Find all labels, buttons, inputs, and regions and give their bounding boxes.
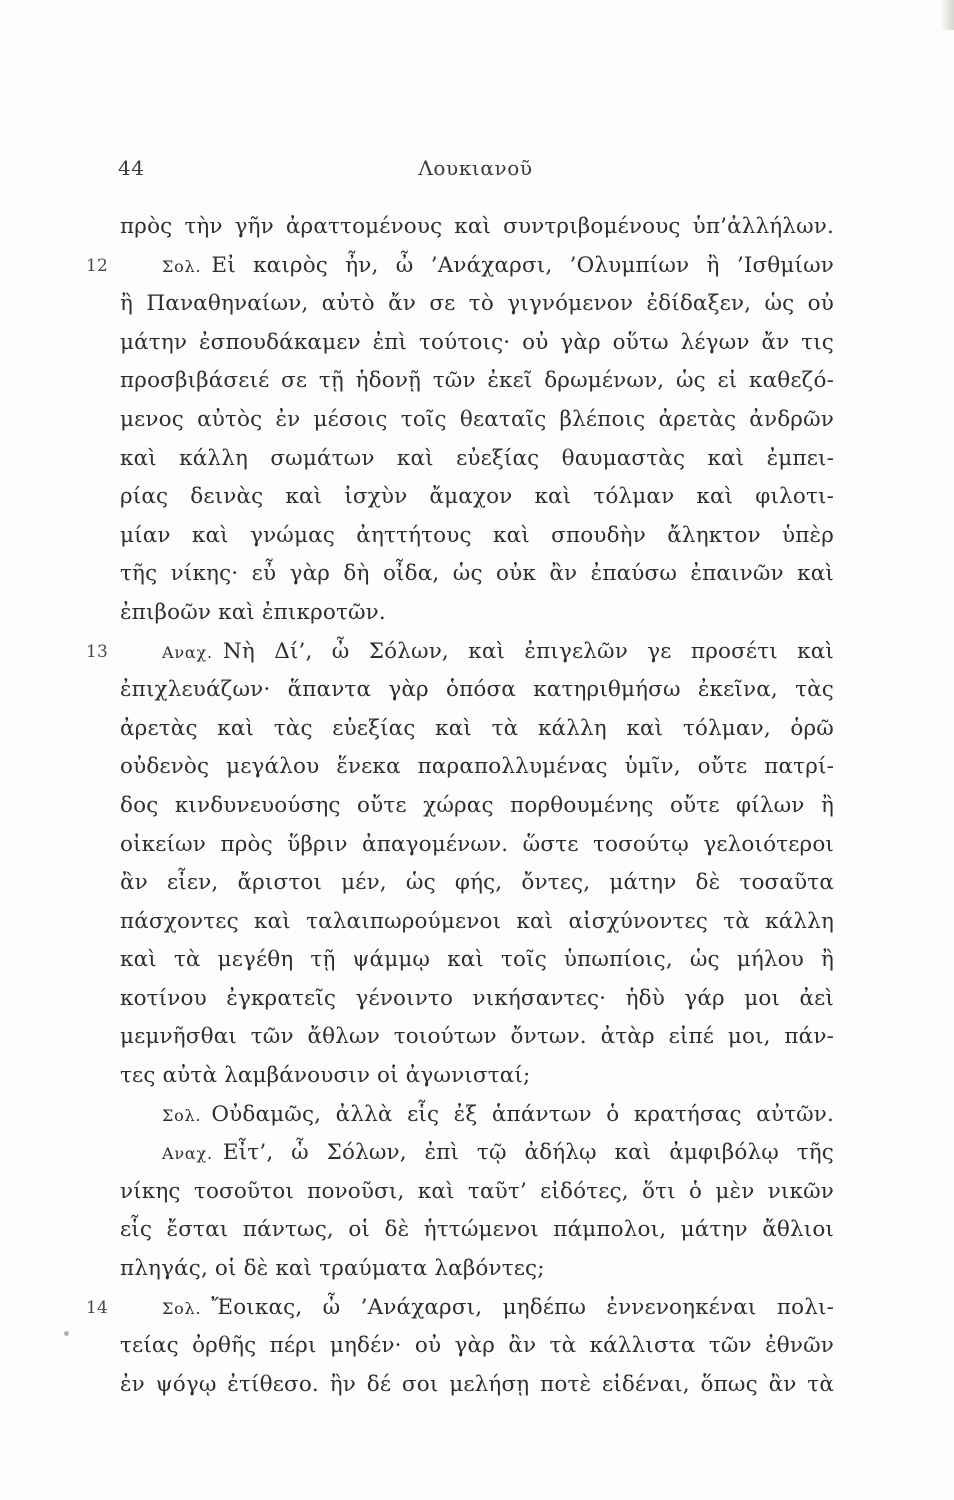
line-text: τες αὐτὰ λαμβάνουσιν οἱ ἀγωνισταί; bbox=[120, 1063, 531, 1089]
text-line bbox=[120, 1096, 834, 1135]
speaker-label: Σολ. bbox=[162, 256, 202, 276]
text-line bbox=[86, 633, 834, 672]
line-text: μεμνῆσθαι τῶν ἄθλων τοιούτων ὄντων. ἀτὰρ εἰπέ μοι, πάν- bbox=[120, 1024, 834, 1050]
text-line bbox=[120, 671, 834, 710]
line-text: νίκης τοσοῦτοι πονοῦσι, καὶ ταῦτ’ εἰδότες, ὅτι ὁ μὲν νικῶν bbox=[120, 1178, 834, 1204]
text-line bbox=[120, 1366, 834, 1405]
section-number: 12 bbox=[86, 255, 108, 276]
line-text: καὶ κάλλη σωμάτων καὶ εὐεξίας θαυμαστὰς καὶ ἐμπει- bbox=[120, 445, 834, 471]
text-line bbox=[120, 478, 834, 517]
line-text: εἷς ἔσται πάντως, οἱ δὲ ἡττώμενοι πάμπολοι, μάτην ἄθλιοι bbox=[120, 1217, 834, 1243]
text-line bbox=[86, 247, 834, 286]
text-line bbox=[120, 1173, 834, 1212]
text-line bbox=[120, 826, 834, 865]
line-text: ἐν ψόγῳ ἐτίθεσο. ἢν δέ σοι μελήσῃ ποτὲ εἰδέναι, ὅπως ἂν τὰ bbox=[120, 1371, 834, 1397]
line-text: ρίας δεινὰς καὶ ἰσχὺν ἄμαχον καὶ τόλμαν καὶ φιλοτι- bbox=[120, 484, 834, 510]
line-text: Εἶτ’, ὦ Σόλων, ἐπὶ τῷ ἀδήλῳ καὶ ἀμφιβόλῳ τῆς bbox=[222, 1140, 834, 1166]
page-number: 44 bbox=[118, 156, 145, 180]
line-text: ἐπιβοῶν καὶ ἐπικροτῶν. bbox=[120, 599, 386, 625]
page-heading: Λουκιανοῦ bbox=[418, 156, 533, 180]
scan-edge-shadow bbox=[940, 0, 954, 30]
speaker-label: Σολ. bbox=[162, 1105, 202, 1125]
text-line bbox=[120, 1057, 834, 1096]
text-line bbox=[120, 285, 834, 324]
running-head bbox=[118, 156, 833, 186]
text-line bbox=[120, 1327, 834, 1366]
line-text: δος κινδυνευούσης οὔτε χώρας πορθουμένης οὔτε φίλων ἢ bbox=[120, 792, 834, 818]
speaker-label: Σολ. bbox=[162, 1298, 202, 1318]
line-text: ἐπιχλευάζων· ἅπαντα γὰρ ὁπόσα κατηριθμήσω ἐκεῖνα, τὰς bbox=[120, 677, 834, 703]
text-line bbox=[120, 594, 834, 633]
body-text bbox=[86, 208, 834, 1404]
line-text: ἢ Παναθηναίων, αὐτὸ ἄν σε τὸ γιγνόμενον ἐδίδαξεν, ὡς οὐ bbox=[120, 291, 834, 317]
text-line bbox=[120, 903, 834, 942]
line-text: Οὐδαμῶς, ἀλλὰ εἷς ἐξ ἁπάντων ὁ κρατήσας αὐτῶν. bbox=[211, 1101, 834, 1127]
line-text: ἂν εἶεν, ἄριστοι μέν, ὡς φής, ὄντες, μάτην δὲ τοσαῦτα bbox=[120, 870, 834, 896]
line-text: πληγάς, οἱ δὲ καὶ τραύματα λαβόντες; bbox=[120, 1256, 545, 1282]
text-line bbox=[120, 401, 834, 440]
line-text: τείας ὀρθῆς πέρι μηδέν· οὐ γὰρ ἂν τὰ κάλλιστα τῶν ἐθνῶν bbox=[120, 1333, 834, 1359]
line-text: μίαν καὶ γνώμας ἀηττήτους καὶ σπουδὴν ἄληκτον ὑπὲρ bbox=[120, 522, 834, 548]
text-line bbox=[120, 941, 834, 980]
text-line bbox=[120, 787, 834, 826]
text-line bbox=[120, 362, 834, 401]
speaker-label: Αναχ. bbox=[162, 642, 213, 662]
text-line bbox=[86, 1289, 834, 1328]
text-line bbox=[120, 440, 834, 479]
text-line bbox=[120, 324, 834, 363]
line-text: καὶ τὰ μεγέθη τῇ ψάμμῳ καὶ τοῖς ὑπωπίοις, ὡς μήλου ἢ bbox=[120, 947, 834, 973]
line-text: Ἔοικας, ὦ ’Ανάχαρσι, μηδέπω ἐννενοηκέναι πολι- bbox=[211, 1294, 834, 1320]
section-number: 14 bbox=[86, 1297, 108, 1318]
text-line bbox=[120, 1211, 834, 1250]
line-text: μάτην ἐσπουδάκαμεν ἐπὶ τούτοις· οὐ γὰρ οὕτω λέγων ἄν τις bbox=[120, 329, 834, 355]
line-text: Εἰ καιρὸς ἦν, ὦ ’Ανάχαρσι, ’Ολυμπίων ἢ ’Ισθμίων bbox=[211, 252, 834, 278]
paper-speck bbox=[64, 1331, 69, 1336]
text-line bbox=[120, 1250, 834, 1289]
text-line bbox=[120, 1018, 834, 1057]
text-line bbox=[120, 517, 834, 556]
text-line bbox=[120, 748, 834, 787]
line-text: Νὴ Δί’, ὦ Σόλων, καὶ ἐπιγελῶν γε προσέτι καὶ bbox=[222, 638, 834, 664]
line-text: κοτίνου ἐγκρατεῖς γένοιντο νικήσαντες· ἡδὺ γάρ μοι ἀεὶ bbox=[120, 985, 834, 1011]
text-line bbox=[120, 710, 834, 749]
line-text: πάσχοντες καὶ ταλαιπωρούμενοι καὶ αἰσχύνοντες τὰ κάλλη bbox=[120, 908, 834, 934]
text-line bbox=[120, 980, 834, 1019]
text-line bbox=[120, 208, 834, 247]
line-text: οὐδενὸς μεγάλου ἕνεκα παραπολλυμένας ὑμῖν, οὔτε πατρί- bbox=[120, 754, 834, 780]
line-text: πρὸς τὴν γῆν ἀραττομένους καὶ συντριβομένους ὑπ’ἀλλήλων. bbox=[120, 214, 834, 239]
line-text: οἰκείων πρὸς ὕβριν ἀπαγομένων. ὥστε τοσούτῳ γελοιότεροι bbox=[120, 831, 834, 857]
speaker-label: Αναχ. bbox=[162, 1144, 213, 1164]
line-text: ἀρετὰς καὶ τὰς εὐεξίας καὶ τὰ κάλλη καὶ τόλμαν, ὁρῶ bbox=[120, 715, 834, 741]
text-line bbox=[120, 864, 834, 903]
line-text: προσβιβάσειέ σε τῇ ἡδονῇ τῶν ἐκεῖ δρωμένων, ὡς εἰ καθεζό- bbox=[120, 368, 834, 394]
text-line bbox=[120, 1134, 834, 1173]
section-number: 13 bbox=[86, 641, 108, 662]
text-line bbox=[120, 555, 834, 594]
line-text: τῆς νίκης· εὖ γὰρ δὴ οἶδα, ὡς οὐκ ἂν ἐπαύσω ἐπαινῶν καὶ bbox=[120, 561, 834, 587]
line-text: μενος αὐτὸς ἐν μέσοις τοῖς θεαταῖς βλέποις ἀρετὰς ἀνδρῶν bbox=[120, 406, 834, 432]
